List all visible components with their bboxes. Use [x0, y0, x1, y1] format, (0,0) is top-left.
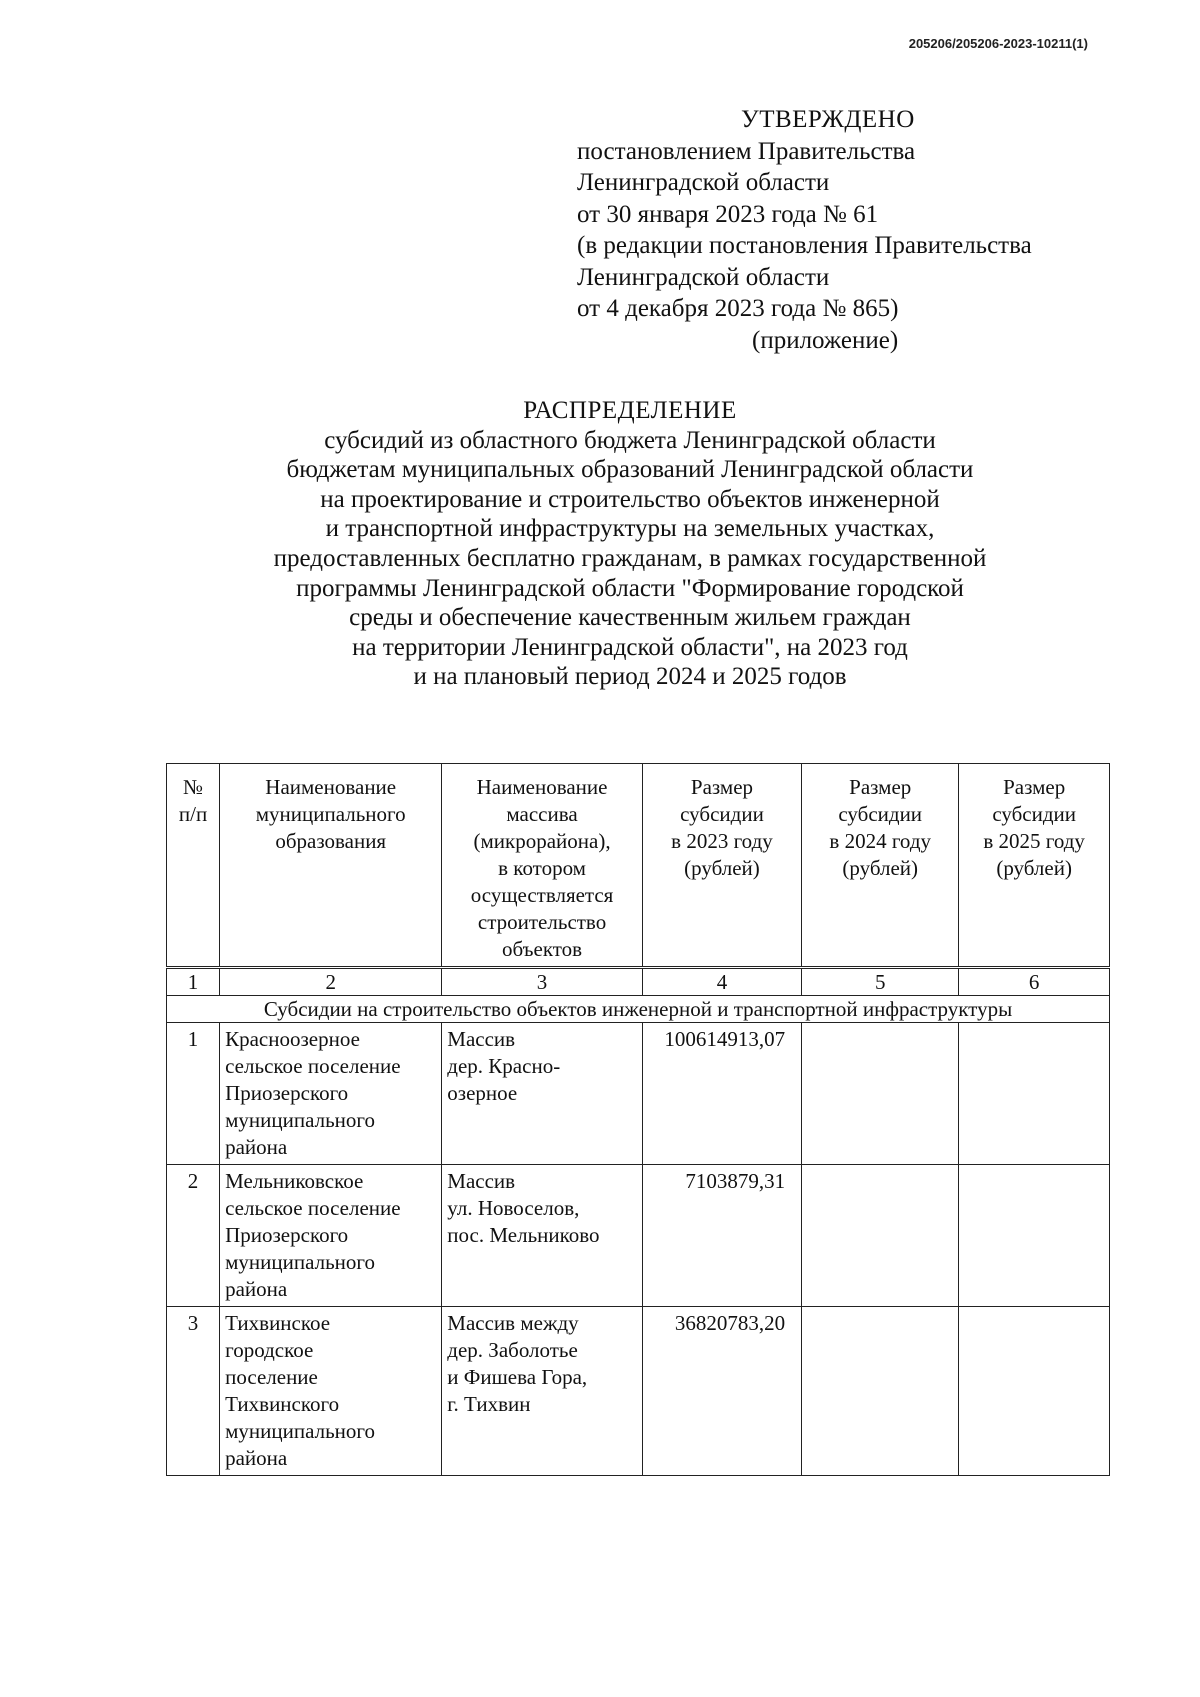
document-title — [150, 396, 1110, 692]
subsidy-table — [166, 763, 1110, 1476]
cell-line: Тихвинское — [225, 1311, 331, 1335]
header-line: Наименование — [476, 775, 608, 799]
cell-line: пос. Мельниково — [447, 1223, 600, 1247]
header-line: строительство — [477, 910, 607, 934]
cell-line: ул. Новоселов, — [447, 1196, 580, 1220]
title-line: и транспортной инфраструктуры на земельных участках, — [325, 515, 935, 543]
cell-line: района — [225, 1135, 288, 1159]
title-line: на проектирование и строительство объектов инженерной — [320, 485, 940, 513]
header-line: Размер — [1003, 775, 1066, 799]
cell-line: Массив — [447, 1027, 516, 1051]
municipality-cell — [220, 1165, 442, 1307]
row-number: 3 — [167, 1307, 220, 1476]
header-line: № — [183, 775, 204, 799]
row-number: 2 — [167, 1165, 220, 1307]
title-line: субсидий из областного бюджета Ленинградской области — [324, 426, 936, 454]
header-line: п/п — [178, 802, 208, 826]
approval-line: от 4 декабря 2023 года № 865) — [577, 295, 899, 322]
header-number — [167, 764, 220, 968]
appendix-label: (приложение) — [752, 326, 899, 354]
column-number: 2 — [220, 968, 442, 996]
header-subsidy-2023 — [642, 764, 801, 968]
approval-line: Ленинградской области — [577, 169, 830, 196]
header-line: (рублей) — [684, 856, 760, 880]
header-line: в 2023 году — [671, 829, 773, 853]
title-line: среды и обеспечение качественным жильем граждан — [349, 604, 911, 632]
cell-line: муниципального — [225, 1108, 375, 1132]
header-line: (микрорайона), — [473, 829, 611, 853]
cell-line: и Фишева Гора, — [447, 1365, 588, 1389]
header-line: объектов — [502, 937, 583, 961]
header-municipality — [220, 764, 442, 968]
cell-line: муниципального — [225, 1419, 375, 1443]
section-row — [167, 996, 1110, 1023]
table-row — [167, 1023, 1110, 1165]
subsidy-2024-cell — [802, 1165, 959, 1307]
subsidy-2025-cell — [959, 1307, 1110, 1476]
approval-line: от 30 января 2023 года № 61 — [577, 200, 879, 228]
header-line: в 2024 году — [829, 829, 932, 853]
title-line: бюджетам муниципальных образований Ленинградской области — [286, 456, 974, 484]
cell-line: дер. Заболотье — [447, 1338, 578, 1362]
column-number: 3 — [442, 968, 643, 996]
title-line: программы Ленинградской области "Формирование городской — [296, 574, 964, 602]
title-line: предоставленных бесплатно гражданам, в рамках государственной — [273, 544, 987, 572]
cell-line: муниципального — [225, 1250, 375, 1274]
title-line: и на плановый период 2024 и 2025 годов — [413, 663, 847, 691]
column-number-row — [167, 968, 1110, 996]
cell-line: г. Тихвин — [447, 1392, 531, 1416]
header-line: Размер — [849, 775, 912, 799]
column-number: 4 — [642, 968, 801, 996]
header-line: муниципального — [255, 802, 406, 826]
header-line: (рублей) — [842, 856, 919, 880]
column-number: 6 — [959, 968, 1110, 996]
header-line: Размер — [690, 775, 754, 799]
subsidy-2023-cell: 36820783,20 — [642, 1307, 801, 1476]
massif-cell — [442, 1023, 643, 1165]
cell-line: района — [225, 1446, 288, 1470]
cell-line: Мельниковское — [225, 1169, 364, 1193]
approval-line: Ленинградской области — [577, 263, 830, 291]
cell-line: сельское поселение — [225, 1196, 401, 1220]
header-line: субсидии — [838, 802, 923, 826]
cell-line: Тихвинского — [225, 1392, 340, 1416]
cell-line: района — [225, 1277, 288, 1301]
header-line: субсидии — [680, 802, 764, 826]
massif-cell — [442, 1165, 643, 1307]
cell-line: Массив — [447, 1169, 516, 1193]
table-row — [167, 1165, 1110, 1307]
approval-block — [577, 104, 1032, 356]
column-number: 1 — [167, 968, 220, 996]
header-line: (рублей) — [996, 856, 1072, 880]
header-line: массива — [506, 802, 578, 826]
massif-cell — [442, 1307, 643, 1476]
subsidy-2023-cell: 100614913,07 — [642, 1023, 801, 1165]
document-id: 205206/205206-2023-10211(1) — [908, 36, 1088, 51]
subsidy-2025-cell — [959, 1023, 1110, 1165]
subsidy-2024-cell — [802, 1307, 959, 1476]
row-number: 1 — [167, 1023, 220, 1165]
table-header-row — [167, 764, 1110, 968]
cell-line: озерное — [447, 1081, 518, 1105]
municipality-cell — [220, 1023, 442, 1165]
header-subsidy-2024 — [802, 764, 959, 968]
approval-line: (в редакции постановления Правительства — [577, 232, 1032, 259]
header-line: образования — [275, 829, 387, 853]
header-line: в котором — [498, 856, 586, 880]
cell-line: Приозерского — [225, 1223, 349, 1247]
cell-line: Красноозерное — [225, 1027, 360, 1051]
subsidy-2024-cell — [802, 1023, 959, 1165]
column-number: 5 — [802, 968, 959, 996]
cell-line: поселение — [225, 1365, 318, 1389]
subsidy-2023-cell: 7103879,31 — [642, 1165, 801, 1307]
header-massif — [442, 764, 643, 968]
cell-line: городское — [225, 1338, 314, 1362]
cell-line: дер. Красно- — [447, 1054, 561, 1078]
header-line: Наименование — [265, 775, 397, 799]
approval-heading: УТВЕРЖДЕНО — [741, 106, 915, 133]
header-line: в 2025 году — [983, 829, 1085, 853]
header-subsidy-2025 — [959, 764, 1110, 968]
cell-line: сельское поселение — [225, 1054, 401, 1078]
header-line: осуществляется — [470, 883, 614, 907]
title-heading: РАСПРЕДЕЛЕНИЕ — [523, 397, 737, 424]
title-line: на территории Ленинградской области", на 2023 год — [352, 633, 908, 661]
approval-line: постановлением Правительства — [577, 137, 916, 165]
cell-line: Массив между — [447, 1311, 579, 1335]
table-row — [167, 1307, 1110, 1476]
municipality-cell — [220, 1307, 442, 1476]
subsidy-2025-cell — [959, 1165, 1110, 1307]
header-line: субсидии — [992, 802, 1076, 826]
cell-line: Приозерского — [225, 1081, 349, 1105]
section-title: Субсидии на строительство объектов инженерной и транспортной инфраструктуры — [167, 996, 1110, 1023]
